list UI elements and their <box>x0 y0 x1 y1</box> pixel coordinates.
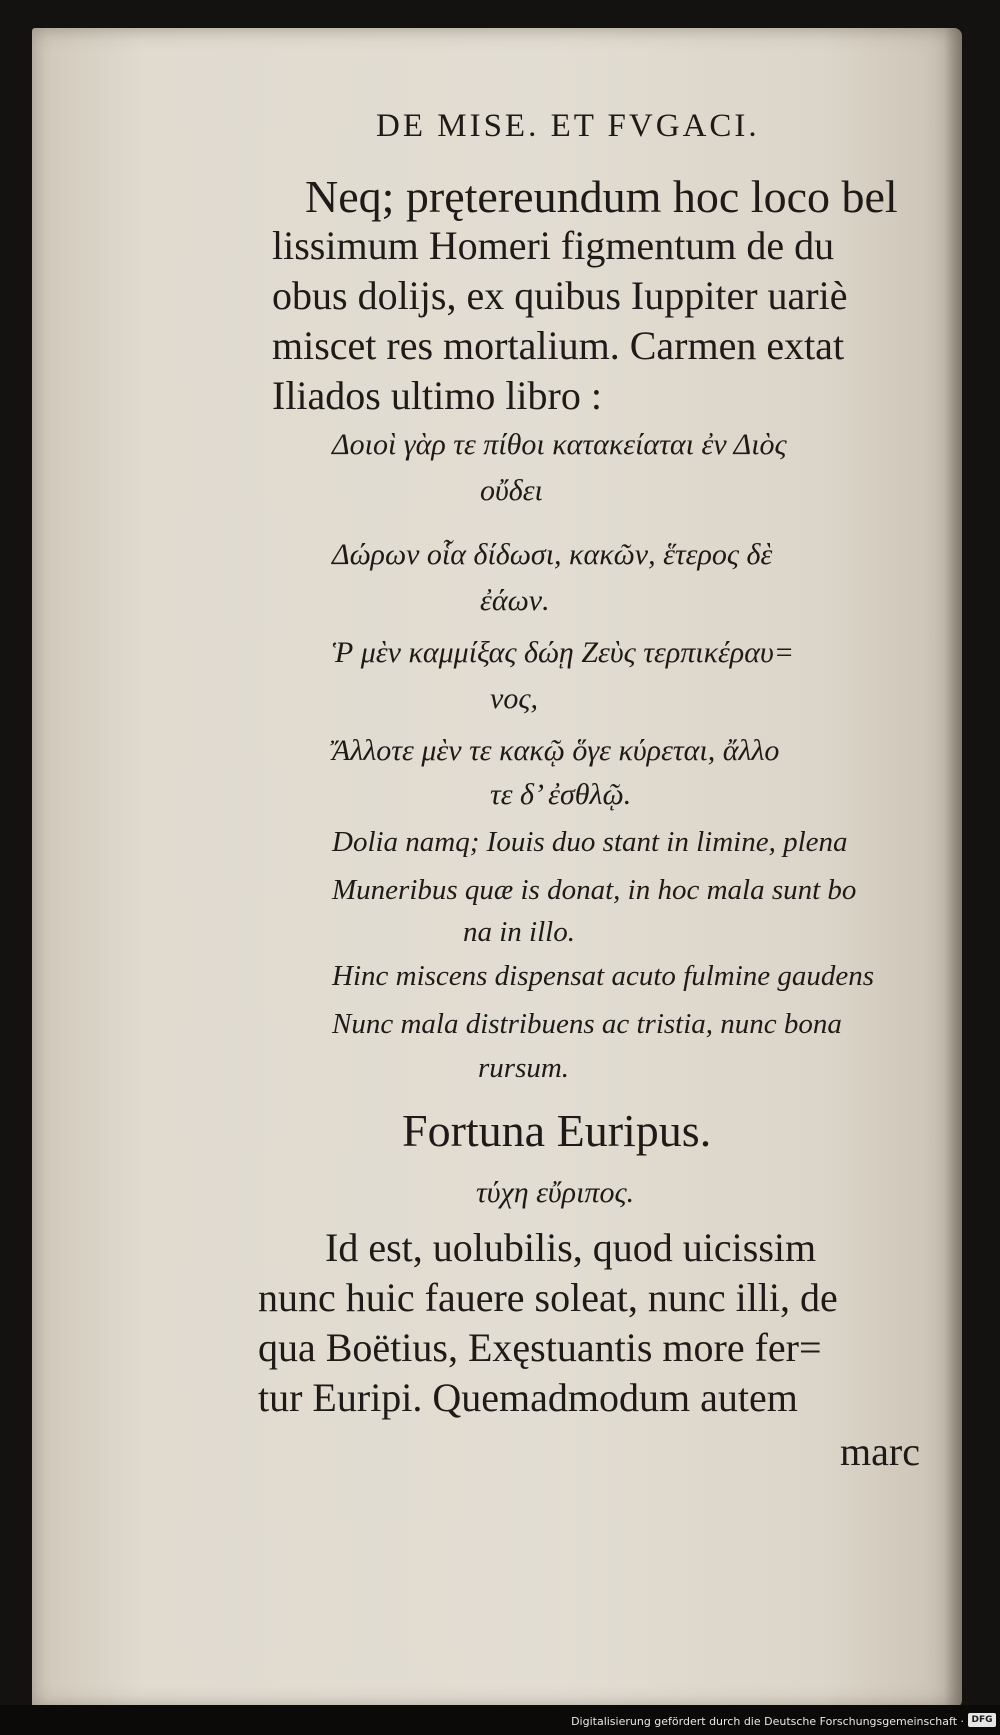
greek-verse-4-cont: τε δ’ ἐσθλῷ. <box>490 778 632 811</box>
latin-verse-2-cont: na in illo. <box>463 916 575 948</box>
latin-verse-4-cont: rursum. <box>478 1052 570 1084</box>
latin-verse-3: Hinc miscens dispensat acuto fulmine gaudens <box>332 960 875 992</box>
latin-verse-4: Nunc mala distribuens ac tristia, nunc bona <box>332 1008 842 1040</box>
greek-verse-1-cont: οὔδει <box>480 474 543 507</box>
text-line-1: Neq; prętereundum hoc loco bel <box>305 171 898 222</box>
section-heading: Fortuna Euripus. <box>402 1105 712 1156</box>
footer-credit: Digitalisierung gefördert durch die Deutsche Forschungsgemeinschaft · <box>571 1715 964 1728</box>
page-edge-shadow <box>944 28 962 1708</box>
text-line-6: Id est, uolubilis, quod uicissim <box>325 1225 817 1270</box>
greek-verse-2-cont: ἐάων. <box>480 584 550 617</box>
catchword: marc <box>840 1429 920 1474</box>
text-line-7: nunc huic fauere soleat, nunc illi, de <box>258 1275 838 1320</box>
text-line-8: qua Boëtius, Exęstuantis more fer= <box>258 1325 822 1370</box>
greek-verse-3: Ῥ μὲν καμμίξας δώῃ Ζεὺς τερπικέραυ= <box>332 636 794 669</box>
text-line-4: miscet res mortalium. Carmen extat <box>272 323 845 368</box>
greek-verse-3-cont: νος, <box>490 682 538 715</box>
latin-verse-2: Muneribus quæ is donat, in hoc mala sunt bo <box>332 874 857 906</box>
latin-verse-1: Dolia namq; Iouis duo stant in limine, plena <box>332 826 848 858</box>
text-line-2: lissimum Homeri figmentum de du <box>272 223 835 268</box>
running-header: DE MISE. ET FVGACI. <box>376 108 760 144</box>
greek-verse-4: Ἄλλοτε μὲν τε κακῷ ὅγε κύρεται, ἄλλο <box>332 734 780 767</box>
text-line-9: tur Euripi. Quemadmodum autem <box>258 1375 798 1420</box>
dfg-logo-icon: DFG <box>968 1713 996 1727</box>
text-line-3: obus dolijs, ex quibus Iuppiter uariè <box>272 273 848 318</box>
greek-verse-2: Δώρων οἷα δίδωσι, κακῶν, ἕτερος δὲ <box>332 538 773 571</box>
greek-proverb: τύχη εὔριπος. <box>476 1176 635 1209</box>
greek-verse-1: Δοιοὶ γὰρ τε πίθοι κατακείαται ἐν Διὸς <box>332 428 787 461</box>
digitization-footer <box>0 1705 1000 1735</box>
text-line-5: Iliados ultimo libro : <box>272 373 602 418</box>
